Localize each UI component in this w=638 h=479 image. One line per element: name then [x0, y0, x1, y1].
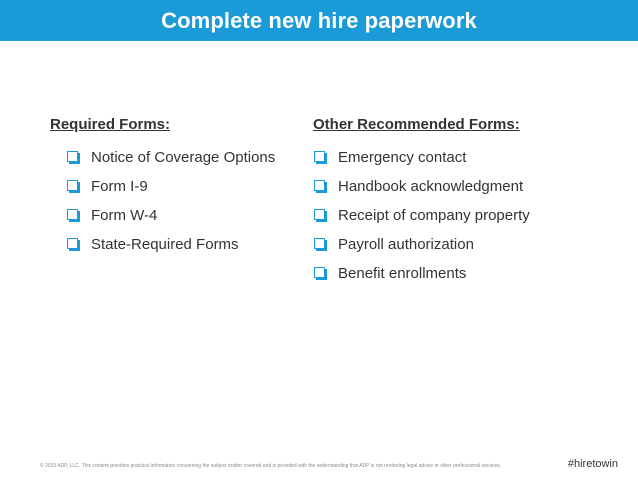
list-item: [67, 143, 275, 172]
required-forms-list: [50, 143, 275, 259]
required-forms-heading: Required Forms:: [50, 116, 171, 133]
checkbox-icon: [314, 238, 327, 251]
list-item: [314, 172, 530, 201]
checkbox-icon: [67, 209, 80, 222]
list-item-label: Receipt of company property: [338, 207, 530, 224]
recommended-forms-list: [313, 143, 530, 288]
title-bar: [0, 0, 638, 41]
list-item-label: Form I-9: [91, 178, 148, 195]
slide-title: Complete new hire paperwork: [161, 7, 477, 33]
list-item: [67, 172, 275, 201]
list-item: [314, 201, 530, 230]
list-item-label: Benefit enrollments: [338, 265, 467, 282]
list-item-label: State-Required Forms: [91, 236, 239, 253]
checkbox-icon: [67, 180, 80, 193]
checkbox-icon: [67, 238, 80, 251]
list-item: [67, 230, 275, 259]
required-forms-column: [50, 114, 275, 259]
checkbox-icon: [67, 151, 80, 164]
copyright-disclaimer: © 2015 ADP, LLC. This content provides practical information concerning the subject matter covered and is provided with the understanding that ADP is not rendering legal advice or other professional services.: [40, 463, 502, 469]
list-item-label: Handbook acknowledgment: [338, 178, 524, 195]
list-item-label: Emergency contact: [338, 149, 467, 166]
checkbox-icon: [314, 267, 327, 280]
list-item: [67, 201, 275, 230]
hashtag: #hiretowin: [567, 458, 618, 470]
list-item-label: Form W-4: [91, 207, 158, 224]
checkbox-icon: [314, 151, 327, 164]
checkbox-icon: [314, 209, 327, 222]
list-item-label: Payroll authorization: [338, 236, 474, 253]
list-item: [314, 259, 530, 288]
recommended-forms-heading: Other Recommended Forms:: [313, 116, 520, 133]
checkbox-icon: [314, 180, 327, 193]
list-item: [314, 143, 530, 172]
recommended-forms-column: [313, 114, 530, 288]
list-item-label: Notice of Coverage Options: [91, 149, 276, 166]
list-item: [314, 230, 530, 259]
